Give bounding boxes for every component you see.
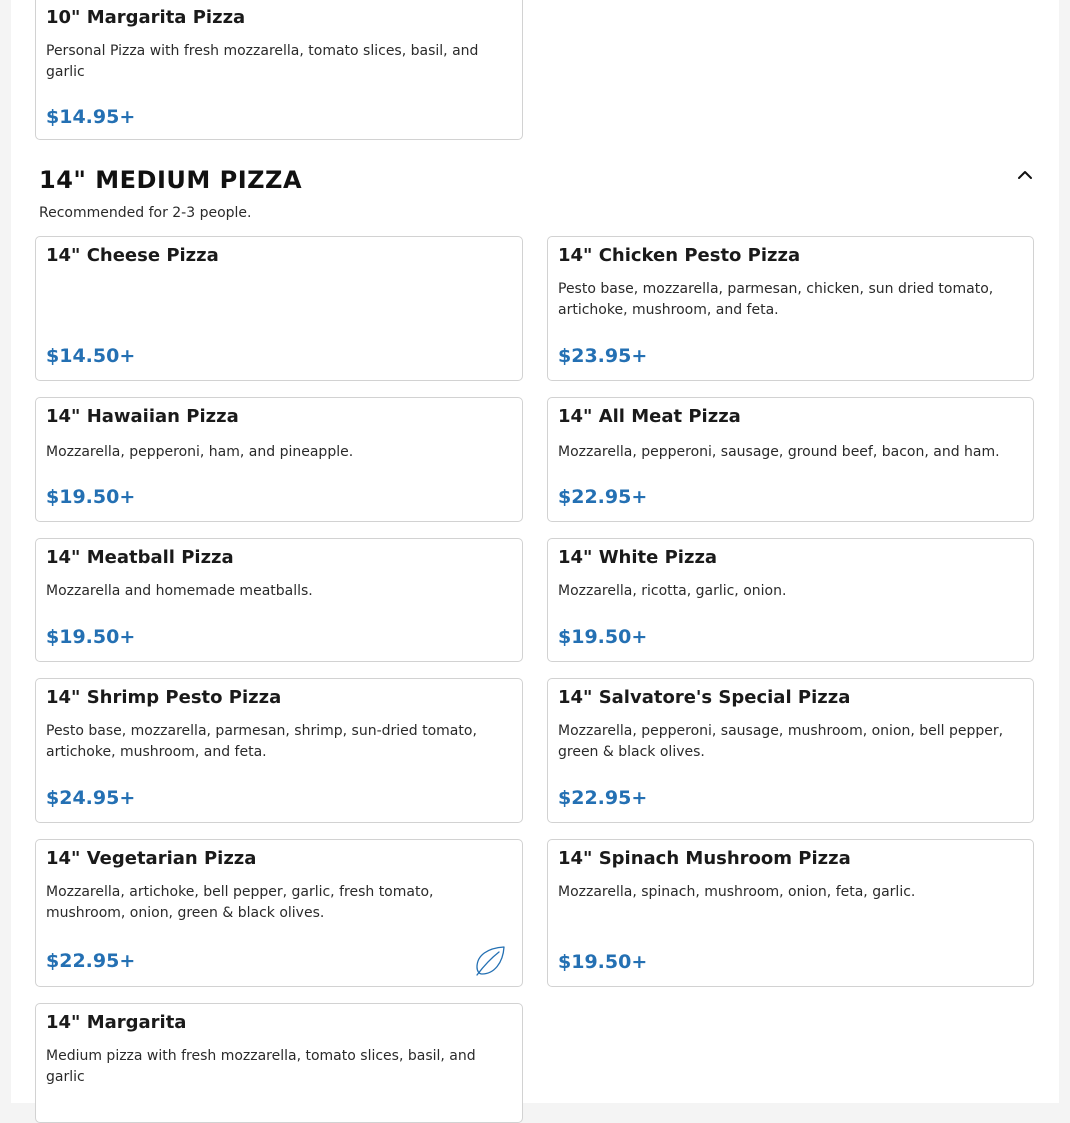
chevron-up-icon[interactable]: [1014, 164, 1036, 186]
item-description: Mozzarella, artichoke, bell pepper, garlic, fresh tomato, mushroom, onion, green & black olives.: [46, 884, 434, 921]
menu-item-card[interactable]: [35, 538, 523, 662]
item-name: 10" Margarita Pizza: [46, 7, 246, 28]
menu-item-card[interactable]: [547, 538, 1034, 662]
item-price: $19.50+: [46, 626, 136, 648]
item-name: 14" Chicken Pesto Pizza: [558, 245, 801, 266]
item-name: 14" Salvatore's Special Pizza: [558, 687, 851, 708]
menu-item-card[interactable]: [35, 397, 523, 522]
item-description: Mozzarella, spinach, mushroom, onion, feta, garlic.: [558, 884, 916, 900]
item-description: Mozzarella, pepperoni, ham, and pineapple.: [46, 444, 354, 460]
item-price: $24.95+: [46, 787, 136, 809]
item-price: $22.95+: [558, 486, 648, 508]
menu-item-card[interactable]: [35, 839, 523, 987]
item-price: $14.50+: [46, 345, 136, 367]
item-description: Pesto base, mozzarella, parmesan, shrimp, sun-dried tomato, artichoke, mushroom, and feta.: [46, 723, 477, 760]
item-description: Mozzarella, pepperoni, sausage, mushroom, onion, bell pepper, green & black olives.: [558, 723, 1004, 760]
item-price: $19.50+: [558, 626, 648, 648]
item-name: 14" White Pizza: [558, 547, 718, 568]
menu-item-card[interactable]: [35, 236, 523, 381]
section-title: 14" MEDIUM PIZZA: [39, 166, 303, 194]
menu-item-card[interactable]: [547, 839, 1034, 987]
item-price: $22.95+: [46, 950, 136, 972]
item-name: 14" Shrimp Pesto Pizza: [46, 687, 282, 708]
item-description: Mozzarella, ricotta, garlic, onion.: [558, 583, 787, 599]
item-description: Mozzarella, pepperoni, sausage, ground beef, bacon, and ham.: [558, 444, 1000, 460]
item-price: $22.95+: [558, 787, 648, 809]
item-description: Pesto base, mozzarella, parmesan, chicken, sun dried tomato, artichoke, mushroom, and feta.: [558, 281, 994, 318]
leaf-icon: [474, 945, 506, 977]
menu-item-card[interactable]: [547, 397, 1034, 522]
item-name: 14" Hawaiian Pizza: [46, 406, 239, 427]
item-description: Mozzarella and homemade meatballs.: [46, 583, 313, 599]
item-name: 14" Spinach Mushroom Pizza: [558, 848, 851, 869]
menu-item-card[interactable]: [547, 678, 1034, 823]
menu-item-card[interactable]: [547, 236, 1034, 381]
item-name: 14" Meatball Pizza: [46, 547, 234, 568]
item-price: $23.95+: [558, 345, 648, 367]
item-description: Personal Pizza with fresh mozzarella, tomato slices, basil, and garlic: [46, 43, 479, 80]
item-price: $19.50+: [558, 951, 648, 973]
menu-item-card[interactable]: [35, 1003, 523, 1123]
item-price: $14.95+: [46, 106, 136, 128]
section-subtitle: Recommended for 2-3 people.: [39, 205, 252, 221]
item-description: Medium pizza with fresh mozzarella, tomato slices, basil, and garlic: [46, 1048, 476, 1085]
menu-item-card[interactable]: [35, 0, 523, 140]
item-name: 14" Vegetarian Pizza: [46, 848, 257, 869]
menu-item-card[interactable]: [35, 678, 523, 823]
item-name: 14" Margarita: [46, 1012, 187, 1033]
item-name: 14" Cheese Pizza: [46, 245, 219, 266]
item-price: $19.50+: [46, 486, 136, 508]
item-name: 14" All Meat Pizza: [558, 406, 741, 427]
